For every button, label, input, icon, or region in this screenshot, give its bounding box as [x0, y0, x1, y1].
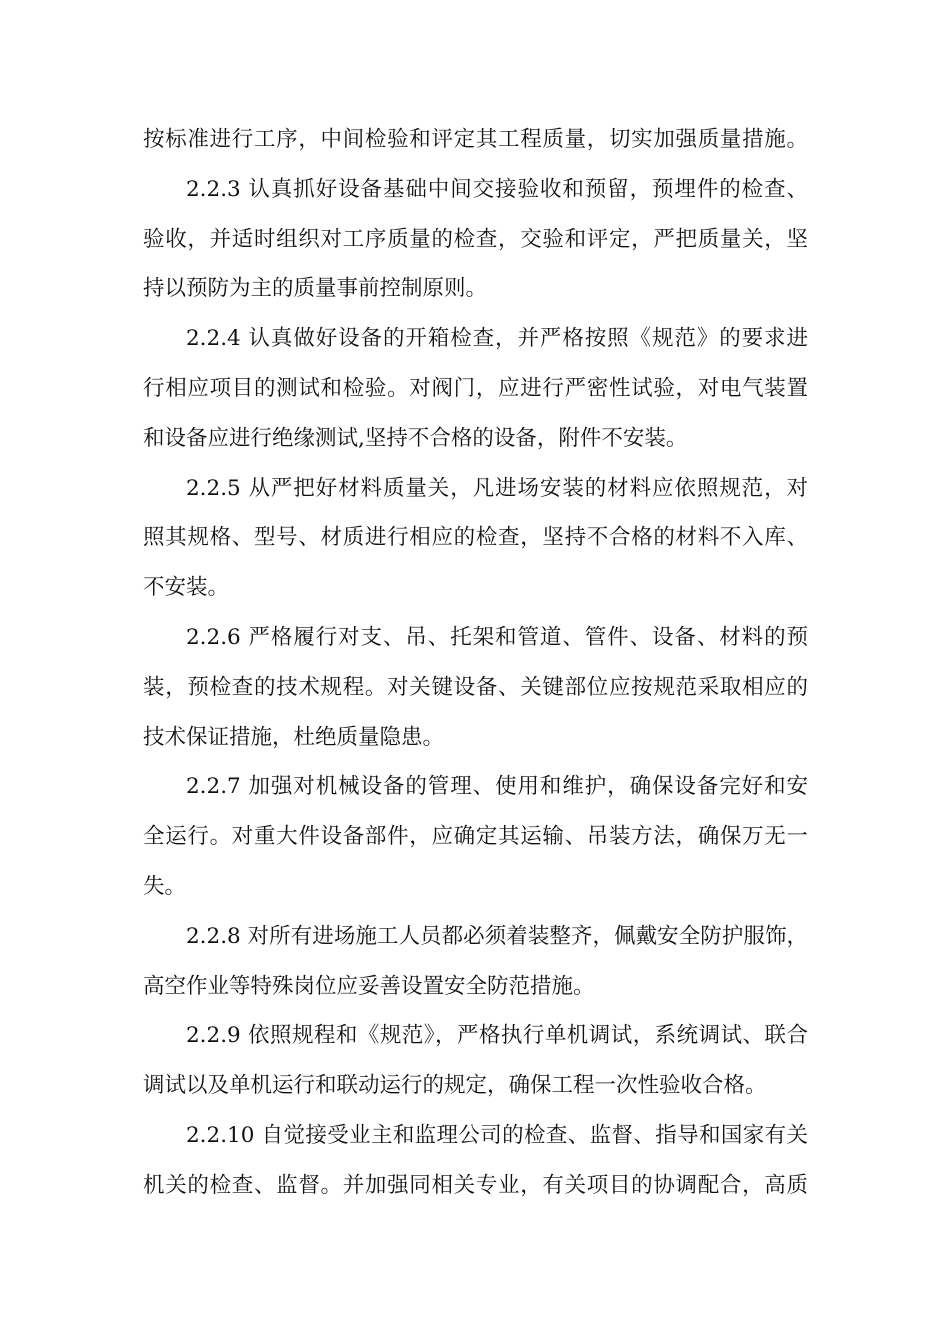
clause-2-2-6-line-1: 2.2.6 严格履行对支、吊、托架和管道、管件、设备、材料的预: [186, 624, 808, 650]
text-line: 装，预检查的技术规程。对关键设备、关键部位应按规范采取相应的: [143, 674, 808, 700]
text-line: 全运行。对重大件设备部件，应确定其运输、吊装方法，确保万无一: [143, 824, 808, 850]
clause-2-2-4-line-1: 2.2.4 认真做好设备的开箱检查，并严格按照《规范》的要求进: [186, 326, 808, 352]
text-line: 高空作业等特殊岗位应妥善设置安全防范措施。: [143, 973, 595, 999]
clause-2-2-8-line-1: 2.2.8 对所有进场施工人员都必须着装整齐，佩戴安全防护服饰，: [186, 923, 808, 949]
text-line: 验收，并适时组织对工序质量的检查，交验和评定，严把质量关，坚: [143, 226, 808, 252]
clause-2-2-3-line-1: 2.2.3 认真抓好设备基础中间交接验收和预留，预埋件的检查、: [186, 176, 808, 202]
text-line: 持以预防为主的质量事前控制原则。: [143, 276, 488, 302]
document-body: [143, 115, 808, 1211]
clause-2-2-10-line-1: 2.2.10 自觉接受业主和监理公司的检查、监督、指导和国家有关: [186, 1122, 808, 1148]
text-line: 失。: [143, 873, 187, 899]
text-line: 不安装。: [143, 575, 230, 601]
text-line: 调试以及单机运行和联动运行的规定，确保工程一次性验收合格。: [143, 1073, 767, 1099]
text-line: 按标准进行工序，中间检验和评定其工程质量，切实加强质量措施。: [143, 127, 808, 152]
clause-2-2-9-line-1: 2.2.9 依照规程和《规范》，严格执行单机调试，系统调试、联合: [186, 1023, 808, 1049]
clause-2-2-5-line-1: 2.2.5 从严把好材料质量关，凡进场安装的材料应依照规范，对: [186, 475, 808, 501]
clause-2-2-7-line-1: 2.2.7 加强对机械设备的管理、使用和维护，确保设备完好和安: [186, 774, 808, 800]
text-line: 和设备应进行绝缘测试,坚持不合格的设备，附件不安装。: [143, 425, 688, 451]
text-line: 照其规格、型号、材质进行相应的检查，坚持不合格的材料不入库、: [143, 525, 808, 551]
text-line: 行相应项目的测试和检验。对阀门，应进行严密性试验，对电气装置: [143, 375, 808, 401]
text-line: 机关的检查、监督。并加强同相关专业，有关项目的协调配合，高质: [143, 1172, 808, 1198]
text-line: 技术保证措施，杜绝质量隐患。: [143, 724, 445, 750]
